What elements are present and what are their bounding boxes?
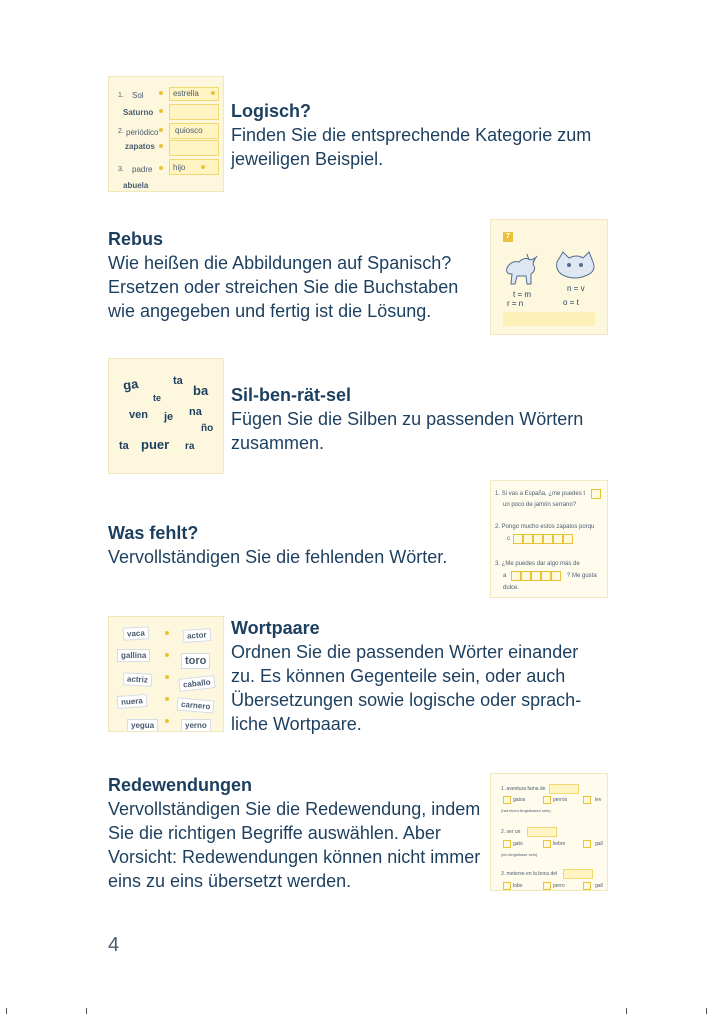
wortpaare-marker-dot [165, 719, 169, 723]
section-wortpaare [231, 616, 631, 736]
rebus-number-badge: 7 [503, 232, 513, 242]
phrase-question: 2. ser un [501, 829, 521, 835]
fehlt-letter-box [551, 571, 561, 581]
option-checkbox [503, 840, 511, 848]
option-label: lobo [513, 883, 523, 889]
section-text-line: wie angegeben und fertig ist die Lösung. [108, 301, 432, 321]
syllable: je [164, 411, 174, 423]
wortpaare-marker-dot [165, 697, 169, 701]
logisch-marker-dot [159, 91, 163, 95]
section-text-line: liche Wortpaare. [231, 714, 362, 734]
fehlt-line: c [507, 536, 510, 542]
fehlt-line: ? Me gusta [567, 573, 597, 579]
cat-head-icon [553, 248, 599, 282]
fehlt-letter-box [523, 534, 533, 544]
option-label: perro [553, 883, 565, 889]
option-label: gatos [513, 797, 526, 803]
page-number: 4 [108, 934, 120, 956]
section-text-line: Finden Sie die entsprechende Kategorie zum [231, 125, 592, 145]
phrase-note: (ein Angsthase sein) [501, 852, 538, 857]
section-silben [231, 383, 631, 455]
section-text-line: eins zu eins übersetzt werden. [108, 871, 352, 891]
fehlt-letter-box [521, 571, 531, 581]
fehlt-line: un poco de jamón serrano? [503, 502, 577, 508]
section-text-line: Sie die richtigen Begriffe auswählen. Aber [108, 823, 441, 843]
rebus-rule: n = v [567, 284, 585, 293]
section-rebus [108, 227, 488, 323]
word-card: nuera [117, 694, 148, 709]
option-label: liebre [553, 841, 566, 847]
logisch-marker-dot [159, 128, 163, 132]
option-checkbox [503, 796, 511, 804]
section-title: Was fehlt? [108, 523, 199, 543]
section-logisch [231, 99, 631, 171]
syllable: ta [173, 375, 183, 387]
rebus-answer-box [503, 312, 595, 326]
section-title: Wortpaare [231, 618, 320, 638]
section-text-line: Fügen Sie die Silben zu passenden Wörtern [231, 409, 584, 429]
section-text-line: Vervollständigen Sie die Redewendung, indem [108, 799, 481, 819]
logisch-word-sol: Sol [132, 91, 144, 100]
option-checkbox [543, 796, 551, 804]
fehlt-letter-box [511, 571, 521, 581]
word-card: toro [181, 653, 210, 669]
logisch-word-padre: padre [132, 165, 153, 174]
logisch-word-saturno: Saturno [123, 108, 154, 117]
word-card: actriz [123, 672, 153, 686]
fehlt-letter-box [531, 571, 541, 581]
option-label: gall [595, 883, 603, 889]
fehlt-line: a [503, 573, 507, 579]
section-title: Sil-ben-rät-sel [231, 385, 352, 405]
rebus-rule: r = n [507, 299, 524, 308]
section-text-line: jeweiligen Beispiel. [231, 149, 384, 169]
fehlt-letter-box [563, 534, 573, 544]
logisch-thumbnail [108, 76, 224, 192]
option-checkbox [583, 796, 591, 804]
option-checkbox [503, 882, 511, 890]
fehlt-letter-box [513, 534, 523, 544]
syllable: na [189, 406, 202, 418]
section-fehlt [108, 521, 488, 569]
section-title: Logisch? [231, 101, 311, 121]
word-card: gallina [117, 649, 150, 662]
syllable: ba [193, 383, 209, 398]
section-text-line: Ersetzen oder streichen Sie die Buchstaben [108, 277, 459, 297]
word-card: actor [183, 628, 211, 643]
word-card: carnero [177, 697, 215, 713]
phrase-answer-box [549, 784, 579, 794]
option-checkbox [543, 882, 551, 890]
section-text-line: zu. Es können Gegenteile sein, oder auch [231, 666, 566, 686]
logisch-answer-box [169, 104, 219, 120]
word-card: yerno [181, 719, 211, 732]
option-label: gall [595, 841, 603, 847]
crop-mark [86, 1008, 87, 1014]
section-title: Redewendungen [108, 775, 253, 795]
fehlt-letter-box [553, 534, 563, 544]
fehlt-letter-box [543, 534, 553, 544]
logisch-word-zapatos: zapatos [125, 142, 155, 151]
syllable: ven [129, 409, 148, 421]
logisch-marker-dot [211, 91, 215, 95]
syllable: ño [201, 423, 214, 434]
logisch-word-abuela: abuela [123, 181, 149, 190]
phrase-answer-box [527, 827, 557, 837]
logisch-word-quiosco: quiosco [175, 126, 203, 135]
syllable: te [153, 393, 162, 403]
crop-mark [626, 1008, 627, 1014]
logisch-num-1: 1. [118, 92, 124, 99]
logisch-word-periodico: periódico [126, 128, 159, 137]
fehlt-line: 2. Pongo mucho estos zapatos porqu [495, 524, 595, 530]
phrase-note: (hat einen Angsthasen sein) [501, 808, 551, 813]
option-label: gato [513, 841, 523, 847]
section-text-line: Übersetzungen sowie logische oder sprach- [231, 690, 582, 710]
fehlt-letter-box [591, 489, 601, 499]
option-label: lev [595, 797, 602, 803]
fehlt-line: dulce. [503, 585, 520, 591]
syllable: ta [119, 440, 129, 452]
crop-mark [6, 1008, 7, 1014]
rebus-rule: t = m [513, 290, 532, 299]
section-text-line: Vervollständigen Sie die fehlenden Wörter. [108, 547, 448, 567]
word-card: yegua [127, 719, 158, 732]
logisch-word-hijo: hijo [173, 163, 186, 172]
word-card: vaca [123, 626, 149, 640]
section-text-line: Wie heißen die Abbildungen auf Spanisch? [108, 253, 452, 273]
bull-icon [501, 250, 541, 290]
logisch-num-2: 2. [118, 128, 124, 135]
fehlt-line: 3. ¿Me puedes dar algo más de [495, 561, 580, 567]
fehlt-letter-box [533, 534, 543, 544]
logisch-marker-dot [159, 144, 163, 148]
section-redewendungen [108, 773, 488, 893]
word-card: caballo [178, 675, 215, 692]
fehlt-thumbnail [490, 480, 608, 598]
section-title: Rebus [108, 229, 164, 249]
logisch-num-3: 3. [118, 166, 124, 173]
wortpaare-thumbnail [108, 616, 224, 732]
logisch-answer-box [169, 140, 219, 156]
crop-mark [706, 1008, 707, 1014]
phrase-answer-box [563, 869, 593, 879]
silben-thumbnail [108, 358, 224, 474]
fehlt-line: 1. Si vas a España, ¿me puedes t [495, 491, 586, 497]
syllable: ra [185, 441, 195, 452]
redewendungen-thumbnail [490, 773, 608, 891]
section-text-line: Ordnen Sie die passenden Wörter einander [231, 642, 579, 662]
logisch-marker-dot [159, 166, 163, 170]
rebus-rule: o = t [563, 298, 579, 307]
section-text-line: Vorsicht: Redewendungen können nicht immer [108, 847, 481, 867]
phrase-question: 1. aventura fama de [501, 786, 546, 792]
logisch-marker-dot [159, 109, 163, 113]
option-checkbox [583, 840, 591, 848]
wortpaare-marker-dot [165, 653, 169, 657]
phrase-question: 3. meterse en la boca del [501, 871, 558, 877]
section-text-line: zusammen. [231, 433, 325, 453]
syllable: puer [141, 437, 170, 452]
syllable: ga [122, 376, 140, 393]
logisch-word-estrella: estrella [173, 89, 199, 98]
fehlt-letter-box [541, 571, 551, 581]
rebus-thumbnail [490, 219, 608, 335]
wortpaare-marker-dot [165, 631, 169, 635]
wortpaare-marker-dot [165, 675, 169, 679]
option-checkbox [543, 840, 551, 848]
logisch-marker-dot [201, 165, 205, 169]
option-checkbox [583, 882, 591, 890]
option-label: perros [553, 797, 568, 803]
